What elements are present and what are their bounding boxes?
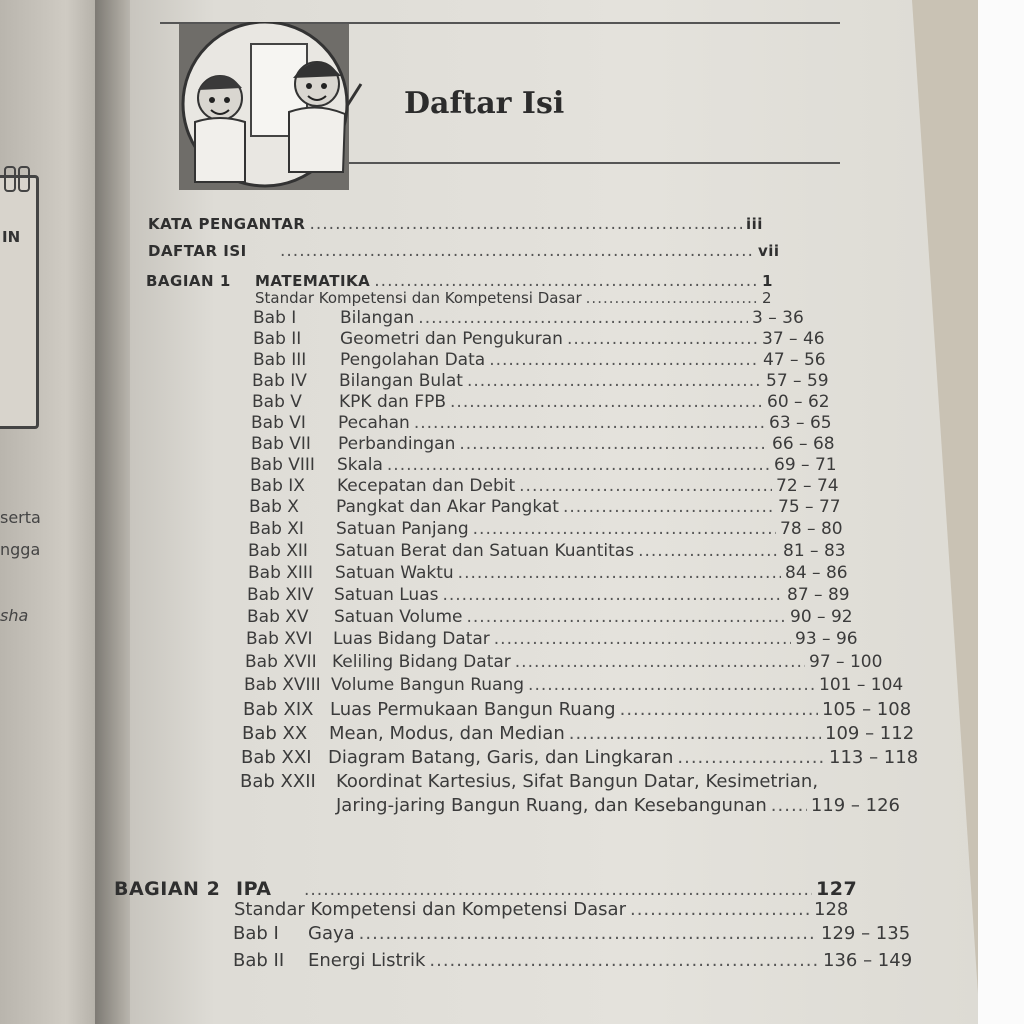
chapter-pages: 90 – 92	[790, 607, 853, 627]
chapter-row	[250, 476, 844, 496]
dot-leader	[304, 880, 812, 900]
dot-leader	[494, 629, 791, 649]
toc-entry-kata-pengantar	[148, 214, 768, 234]
chapter-pages: 81 – 83	[783, 541, 846, 561]
dot-leader	[638, 541, 779, 561]
chapter-number: Bab VIII	[250, 455, 315, 475]
dot-leader	[515, 652, 805, 672]
chapter-pages: 37 – 46	[762, 329, 825, 349]
chapter-number: Bab IV	[252, 371, 307, 391]
chapter-title: Skala	[337, 455, 383, 475]
toc-entry-page: vii	[758, 242, 780, 260]
chapter-row	[240, 771, 840, 792]
chapter-number: Bab XX	[242, 723, 308, 744]
dot-leader	[280, 241, 754, 261]
section-label: BAGIAN 2	[114, 878, 221, 900]
chapter-number: Bab XV	[247, 607, 309, 627]
chapter-title: Pengolahan Data	[340, 350, 486, 370]
dot-leader	[387, 455, 770, 475]
chapter-title: Geometri dan Pengukuran	[340, 329, 563, 349]
dot-leader	[528, 675, 815, 695]
chapter-title: Mean, Modus, dan Median	[329, 723, 565, 744]
chapter-number: Bab XIII	[248, 563, 313, 583]
chapter-number: Bab XVIII	[244, 675, 321, 695]
dot-leader	[771, 795, 807, 816]
dot-leader	[442, 585, 783, 605]
chapter-pages: 84 – 86	[785, 563, 848, 583]
chapter-row	[233, 923, 915, 944]
chapter-row	[251, 413, 837, 433]
dot-leader	[458, 563, 781, 583]
chapter-row	[248, 563, 853, 583]
chapter-title: Keliling Bidang Datar	[332, 652, 511, 672]
background-strip	[978, 0, 1024, 1024]
chapter-number: Bab XIV	[247, 585, 314, 605]
toc-entry-standar-kompetensi	[255, 289, 775, 307]
chapter-number: Bab VII	[251, 434, 311, 454]
left-facing-page	[0, 0, 110, 1024]
chapter-number: Bab II	[233, 950, 285, 971]
toc-entry-daftar-isi	[148, 241, 783, 261]
title-rule	[330, 162, 840, 164]
section-label: BAGIAN 1	[146, 272, 231, 290]
chapter-number: Bab III	[253, 350, 307, 370]
chapter-title: Jaring-jaring Bangun Ruang, dan Kesebangunan	[336, 795, 767, 816]
toc-entry-label: Standar Kompetensi dan Kompetensi Dasar	[255, 289, 582, 307]
toc-entry-label: KATA PENGANTAR	[148, 215, 306, 233]
toc-entry-page: 128	[814, 899, 849, 920]
section-subject: MATEMATIKA	[255, 272, 371, 290]
dot-leader	[489, 350, 759, 370]
chapter-pages: 105 – 108	[822, 699, 912, 720]
chapter-number: Bab VI	[251, 413, 306, 433]
dot-leader	[429, 950, 819, 971]
chapter-title: Energi Listrik	[308, 950, 426, 971]
chapter-title: Kecepatan dan Debit	[337, 476, 516, 496]
chapter-number: Bab X	[249, 497, 299, 517]
dot-leader	[466, 607, 786, 627]
chapter-pages: 136 – 149	[823, 950, 913, 971]
toc-entry-page: iii	[746, 215, 763, 233]
chapter-title: Perbandingan	[338, 434, 456, 454]
chapter-title: Satuan Waktu	[335, 563, 454, 583]
chapter-title: Volume Bangun Ruang	[331, 675, 525, 695]
chapter-pages: 72 – 74	[776, 476, 839, 496]
chapter-row	[253, 308, 820, 328]
dot-leader	[309, 214, 742, 234]
chapter-number: Bab XII	[248, 541, 308, 561]
chapter-title: Koordinat Kartesius, Sifat Bangun Datar, Kesimetrian,	[336, 771, 819, 792]
chapter-row	[242, 723, 915, 744]
chapter-row	[252, 371, 834, 391]
dot-leader	[467, 371, 762, 391]
chapter-title: KPK dan FPB	[339, 392, 447, 412]
chapter-number: Bab XXII	[240, 771, 316, 792]
chapter-row	[249, 497, 846, 517]
chapter-title: Satuan Volume	[334, 607, 463, 627]
chapter-row	[246, 629, 863, 649]
section-page: 1	[762, 272, 773, 290]
chapter-row	[243, 699, 912, 720]
dot-leader	[374, 271, 758, 291]
chapter-row	[249, 519, 848, 539]
dot-leader	[567, 329, 758, 349]
chapter-number: Bab XXI	[241, 747, 312, 768]
dot-leader	[569, 723, 821, 744]
chapter-title: Satuan Berat dan Satuan Kuantitas	[335, 541, 635, 561]
toc-section-bagian-2	[114, 878, 858, 900]
chapter-number: Bab XVI	[246, 629, 313, 649]
toc-entry-label: DAFTAR ISI	[148, 242, 247, 260]
chapter-title: Diagram Batang, Garis, dan Lingkaran	[328, 747, 674, 768]
dot-leader	[359, 923, 817, 944]
chapter-title: Bilangan	[340, 308, 415, 328]
dot-leader	[418, 308, 748, 328]
chapter-row	[251, 434, 840, 454]
chapter-row	[248, 541, 851, 561]
chapter-number: Bab XVII	[245, 652, 317, 672]
chapter-pages: 97 – 100	[809, 652, 883, 672]
chapter-number: Bab I	[253, 308, 297, 328]
chapter-row	[244, 675, 904, 695]
chapter-pages: 93 – 96	[795, 629, 858, 649]
left-page-fragment: sha	[0, 606, 29, 625]
chapter-pages: 87 – 89	[787, 585, 850, 605]
chapter-title: Luas Bidang Datar	[333, 629, 490, 649]
left-page-fragment: ngga	[0, 540, 41, 559]
chapter-pages: 101 – 104	[819, 675, 904, 695]
binder-illustration	[0, 175, 39, 429]
left-page-label: IN	[2, 228, 21, 246]
chapter-number: Bab XI	[249, 519, 304, 539]
dot-leader	[519, 476, 772, 496]
dot-leader	[677, 747, 825, 768]
section-page: 127	[816, 878, 858, 900]
chapter-pages: 75 – 77	[778, 497, 841, 517]
dot-leader	[459, 434, 768, 454]
dot-leader	[450, 392, 763, 412]
chapter-row	[247, 585, 855, 605]
chapter-pages: 109 – 112	[825, 723, 915, 744]
chapter-pages: 3 – 36	[752, 308, 804, 328]
chapter-title: Bilangan Bulat	[339, 371, 463, 391]
chapter-row	[250, 455, 842, 475]
chapter-pages: 69 – 71	[774, 455, 837, 475]
chapter-row	[253, 329, 830, 349]
dot-leader	[414, 413, 765, 433]
toc-entry-page: 2	[762, 289, 772, 307]
left-page-fragment: serta	[0, 508, 41, 527]
chapter-row	[247, 607, 858, 627]
chapter-row	[245, 652, 883, 672]
chapter-row	[233, 950, 917, 971]
dot-leader	[563, 497, 774, 517]
chapter-row	[252, 392, 835, 412]
chapter-row	[253, 350, 831, 370]
chapter-title: Pecahan	[338, 413, 410, 433]
chapter-number: Bab V	[252, 392, 302, 412]
section-subject: IPA	[236, 878, 272, 900]
dot-leader	[630, 899, 810, 920]
page-title: Daftar Isi	[404, 86, 565, 121]
chapter-title: Gaya	[308, 923, 355, 944]
chapter-pages: 78 – 80	[780, 519, 843, 539]
chapter-title: Satuan Luas	[334, 585, 439, 605]
chapter-pages: 129 – 135	[821, 923, 911, 944]
children-illustration	[165, 22, 365, 192]
chapter-number: Bab XIX	[243, 699, 314, 720]
chapter-pages: 60 – 62	[767, 392, 830, 412]
chapter-pages: 113 – 118	[829, 747, 919, 768]
chapter-row-continued	[336, 795, 900, 816]
chapter-number: Bab II	[253, 329, 302, 349]
dot-leader	[473, 519, 776, 539]
chapter-title: Pangkat dan Akar Pangkat	[336, 497, 559, 517]
chapter-row	[241, 747, 919, 768]
dot-leader	[620, 699, 818, 720]
chapter-pages: 63 – 65	[769, 413, 832, 433]
chapter-number: Bab I	[233, 923, 279, 944]
toc-entry-standar-kompetensi	[234, 899, 852, 920]
chapter-title: Satuan Panjang	[336, 519, 469, 539]
chapter-pages: 66 – 68	[772, 434, 835, 454]
chapter-title: Luas Permukaan Bangun Ruang	[330, 699, 616, 720]
chapter-number: Bab IX	[250, 476, 305, 496]
chapter-pages: 119 – 126	[810, 795, 900, 816]
chapter-pages: 57 – 59	[766, 371, 829, 391]
toc-section-bagian-1	[146, 271, 776, 291]
toc-entry-label: Standar Kompetensi dan Kompetensi Dasar	[234, 899, 626, 920]
dot-leader	[586, 289, 758, 307]
chapter-pages: 47 – 56	[763, 350, 826, 370]
